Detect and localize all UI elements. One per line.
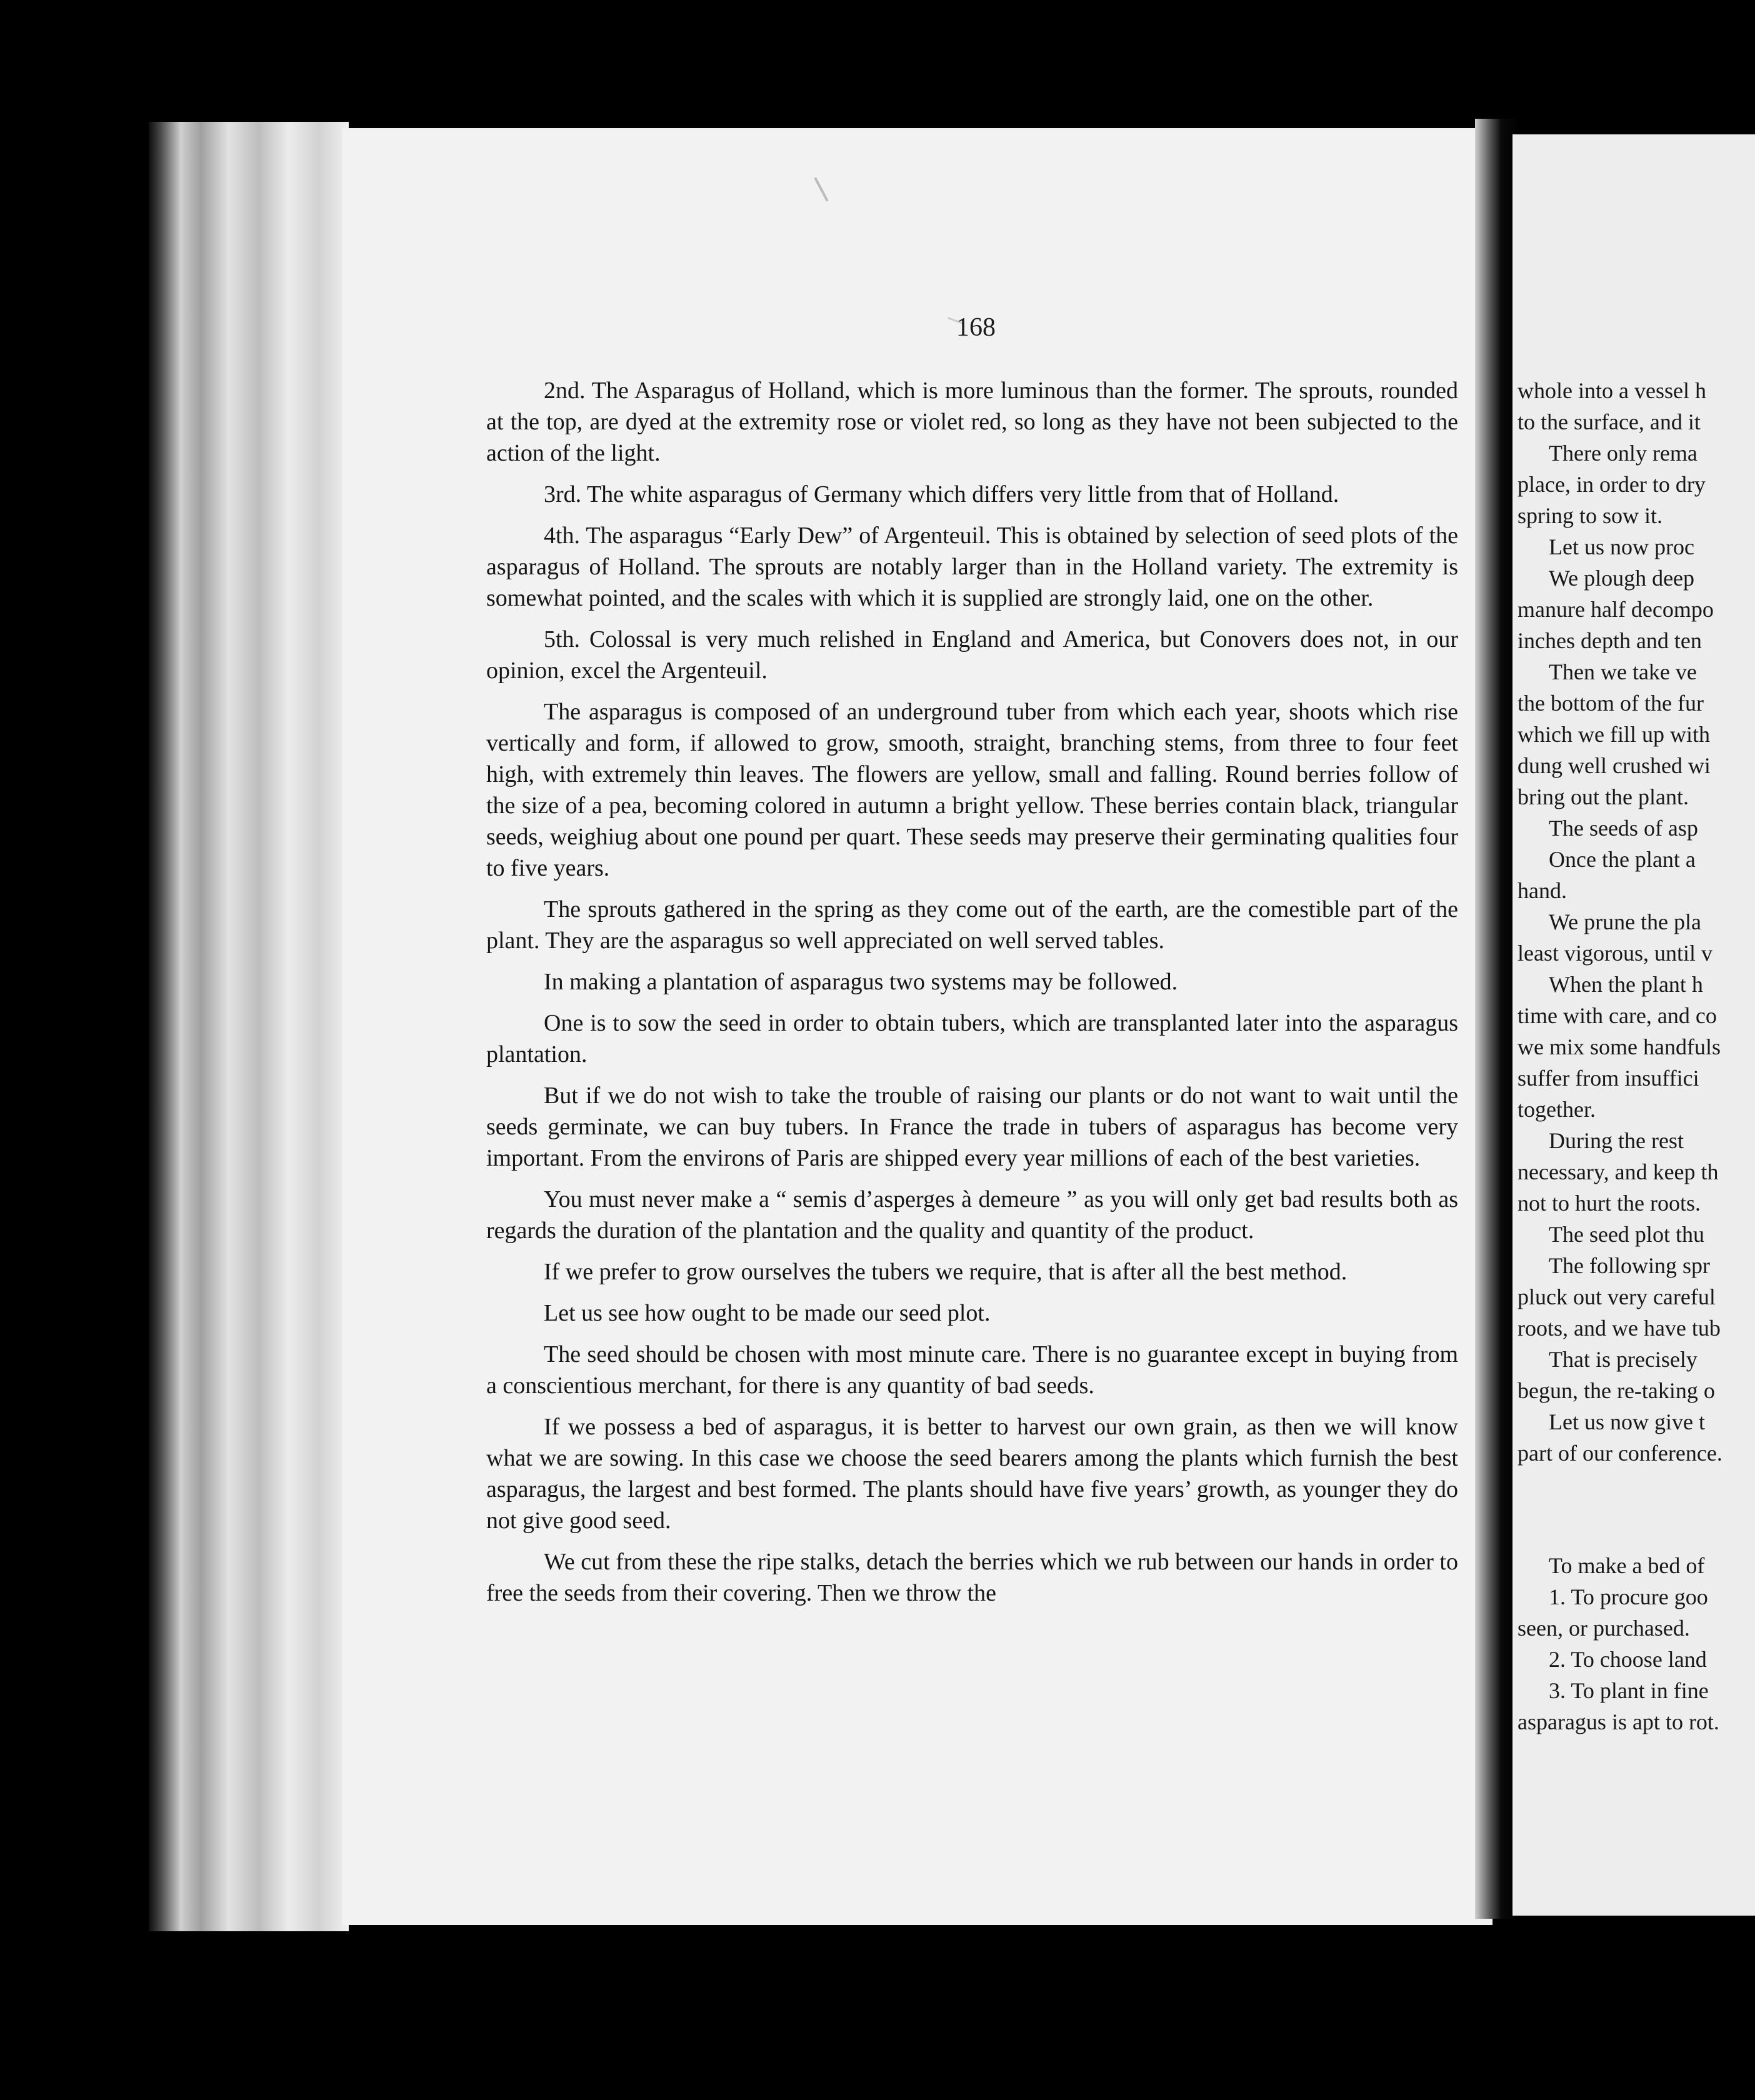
paragraph: 4th. The asparagus “Early Dew” of Argenteuil. This is obtained by selection of seed plots of the asparagus of Holland. The sprouts are notably larger than in the Holland variety. The extremity is somewhat pointed, and the scales with which it is supplied are strongly laid, one on the other.	[486, 522, 1458, 611]
text-line: The following spr	[1549, 1253, 1710, 1278]
paragraph: In making a plantation of asparagus two systems may be followed.	[544, 969, 1178, 995]
text-line: begun, the re-taking o	[1518, 1378, 1715, 1403]
text-line: There only rema	[1549, 441, 1698, 466]
paragraph: The seed should be chosen with most minute care. There is no guarantee except in buying from a conscientious merchant, for there is any quantity of bad seeds.	[486, 1341, 1458, 1399]
text-line: Then we take ve	[1549, 659, 1697, 684]
section-gap	[1518, 1469, 1755, 1550]
text-line: The seeds of asp	[1549, 816, 1698, 841]
page-number: 168	[956, 313, 996, 342]
text-line: we mix some handfuls	[1518, 1034, 1721, 1059]
text-line: We plough deep	[1549, 566, 1695, 591]
text-line: seen, or purchased.	[1518, 1616, 1690, 1641]
paragraph: The asparagus is composed of an underground tuber from which each year, shoots which rise vertically and form, if allowed to grow, smooth, straight, branching stems, from three to four feet high, with extremely thin leaves. The flowers are yellow, small and falling. Round berries follow of the size of a pea, becoming colored in autumn a bright yellow. These berries contain black, triangular seeds, weighiug about one pound per quart. These seeds may preserve their germinating qualities four to five years.	[486, 699, 1458, 881]
text-line: spring to sow it.	[1518, 503, 1663, 528]
text-line: which we fill up with	[1518, 722, 1710, 747]
text-line: Let us now proc	[1549, 534, 1694, 559]
text-line: That is precisely	[1549, 1347, 1698, 1372]
text-line: together.	[1518, 1097, 1596, 1122]
paragraph: One is to sow the seed in order to obtain tubers, which are transplanted later into the asparagus plantation.	[486, 1010, 1458, 1068]
paragraph: We cut from these the ripe stalks, detach the berries which we rub between our hands in order to free the seeds from their covering. Then we throw the	[486, 1549, 1458, 1606]
text-line: 3. To plant in fine	[1549, 1678, 1709, 1703]
paragraph: 5th. Colossal is very much relished in England and America, but Conovers does not, in our opinion, excel the Argenteuil.	[486, 626, 1458, 684]
text-line: To make a bed of	[1549, 1553, 1705, 1578]
text-line: roots, and we have tub	[1518, 1316, 1721, 1341]
text-line: whole into a vessel h	[1518, 378, 1706, 403]
text-line: The seed plot thu	[1549, 1222, 1704, 1247]
paragraph: If we prefer to grow ourselves the tubers we require, that is after all the best method.	[544, 1259, 1348, 1285]
text-line: to the surface, and it	[1518, 409, 1701, 434]
text-line: During the rest	[1549, 1128, 1684, 1153]
paragraph: Let us see how ought to be made our seed plot.	[544, 1300, 991, 1326]
text-line: bring out the plant.	[1518, 784, 1689, 809]
text-line: inches depth and ten	[1518, 628, 1702, 653]
text-line: hand.	[1518, 878, 1567, 903]
text-line: the bottom of the fur	[1518, 691, 1704, 716]
text-line: 1. To procure goo	[1549, 1584, 1708, 1609]
text-line: Once the plant a	[1549, 847, 1696, 872]
text-line: place, in order to dry	[1518, 472, 1706, 497]
text-line: Let us now give t	[1549, 1409, 1705, 1434]
text-line: time with care, and co	[1518, 1003, 1717, 1028]
paragraph: If we possess a bed of asparagus, it is better to harvest our own grain, as then we will know what we are sowing. In this case we choose the seed bearers among the plants which furnish the best asparagus, the largest and best formed. The plants should have five years’ growth, as younger they do not give good seed.	[486, 1414, 1458, 1534]
text-line: least vigorous, until v	[1518, 941, 1712, 966]
right-page-text	[1518, 375, 1755, 1738]
paragraph: But if we do not wish to take the trouble of raising our plants or do not want to wait until the seeds germinate, we can buy tubers. In France the trade in tubers of asparagus has become very important. From the environs of Paris are shipped every year millions of each of the best varieties.	[486, 1082, 1458, 1171]
text-line: manure half decompo	[1518, 597, 1714, 622]
text-line: suffer from insuffici	[1518, 1066, 1699, 1091]
text-line: not to hurt the roots.	[1518, 1191, 1701, 1216]
paragraph: 3rd. The white asparagus of Germany which differs very little from that of Holland.	[544, 481, 1339, 508]
paragraph: You must never make a “ semis d’asperges à demeure ” as you will only get bad results both as regards the duration of the plantation and the quality and quantity of the product.	[486, 1186, 1458, 1244]
text-line: 2. To choose land	[1549, 1647, 1707, 1672]
book-edge-left	[149, 122, 349, 1931]
text-line: When the plant h	[1549, 972, 1703, 997]
text-line: necessary, and keep th	[1518, 1159, 1719, 1184]
main-text	[486, 375, 1458, 1619]
paragraph: The sprouts gathered in the spring as they come out of the earth, are the comestible part of the plant. They are the asparagus so well appreciated on well served tables.	[486, 896, 1458, 954]
text-line: part of our conference.	[1518, 1441, 1722, 1466]
text-line: pluck out very careful	[1518, 1284, 1716, 1309]
text-line: asparagus is apt to rot.	[1518, 1709, 1719, 1734]
paragraph: 2nd. The Asparagus of Holland, which is more luminous than the former. The sprouts, rounded at the top, are dyed at the extremity rose or violet red, so long as they have not been subjected to the action of the light.	[486, 378, 1458, 466]
text-line: dung well crushed wi	[1518, 753, 1711, 778]
text-line: We prune the pla	[1549, 909, 1702, 934]
